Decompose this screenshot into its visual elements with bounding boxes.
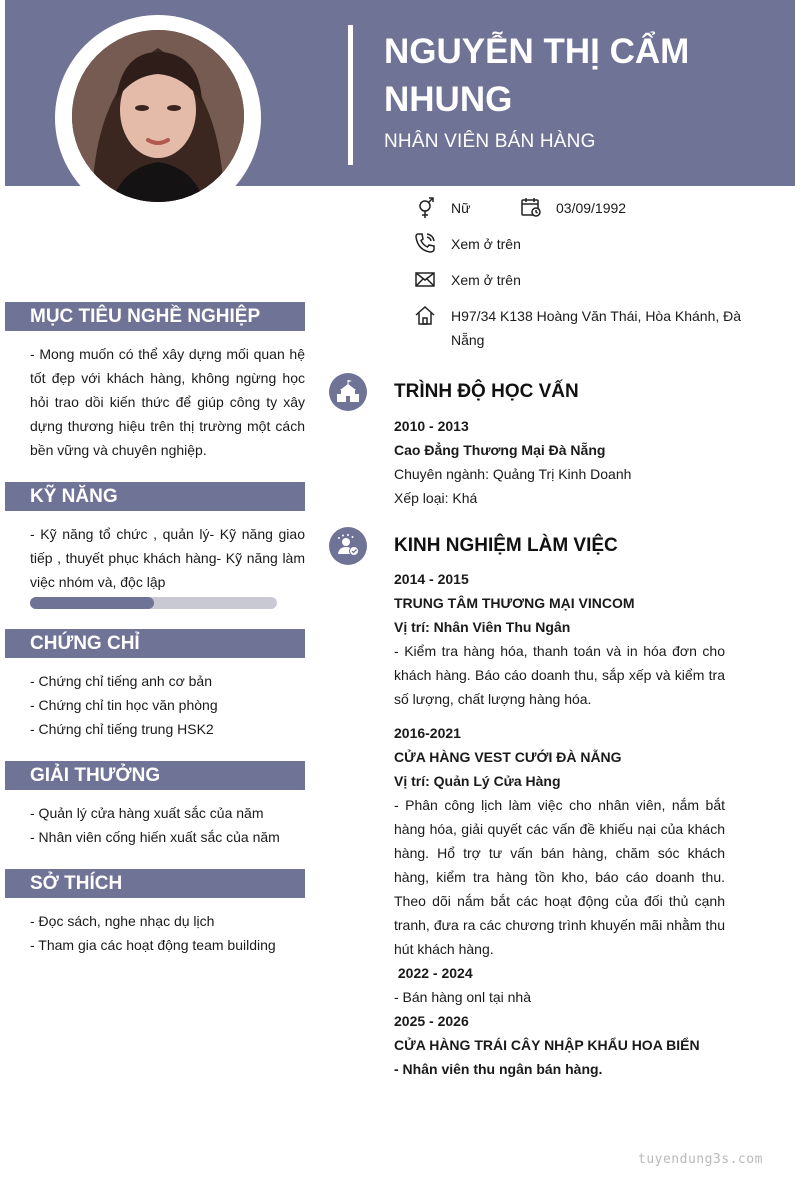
skill-level-bar <box>30 597 277 609</box>
header-divider <box>348 25 353 165</box>
job-extra-period: 2022 - 2024 <box>394 965 473 981</box>
section-skills-title: KỸ NĂNG <box>5 482 305 511</box>
hobby-item: - Đọc sách, nghe nhạc dụ lịch <box>30 913 215 929</box>
job-extra-description: - Bán hàng onl tại nhà <box>394 989 531 1005</box>
section-education-title: TRÌNH ĐỘ HỌC VẤN <box>394 381 579 402</box>
watermark: tuyendung3s.com <box>638 1152 763 1167</box>
job-description: - Kiểm tra hàng hóa, thanh toán và in hóa đơn cho khách hàng. Báo cáo doanh thu, sắp xếp và kiểm tra số lượng, chất lượng hàng hóa. <box>394 643 725 707</box>
job-item <box>394 721 725 1009</box>
job-company: TRUNG TÂM THƯƠNG MẠI VINCOM <box>394 595 635 611</box>
job-period: 2014 - 2015 <box>394 571 469 587</box>
phone-icon <box>414 232 436 254</box>
avatar <box>72 30 244 202</box>
birthdate-value: 03/09/1992 <box>556 200 627 216</box>
certificate-item: - Chứng chỉ tiếng trung HSK2 <box>30 721 214 737</box>
job-period: 2025 - 2026 <box>394 1013 469 1029</box>
job-position: Vị trí: Nhân Viên Thu Ngân <box>394 619 571 635</box>
objective-text: - Mong muốn có thể xây dựng mối quan hệ tốt đẹp với khách hàng, không ngừng học hỏi trao dồi kiến thức để giúp công ty xây dựng thương hiệu trên thị trường một cách bền vững và chuyên nghiệp. <box>30 346 305 458</box>
awards-list <box>30 801 305 849</box>
education-school: Cao Đẳng Thương Mại Đà Nẵng <box>394 442 606 458</box>
section-certificates-title: CHỨNG CHỈ <box>5 629 305 658</box>
skills-text: - Kỹ năng tổ chức , quản lý- Kỹ năng giao tiếp , thuyết phục khách hàng- Kỹ năng làm việc nhóm và, độc lập <box>30 526 305 590</box>
certificate-item: - Chứng chỉ tin học văn phòng <box>30 697 218 713</box>
job-position: - Nhân viên thu ngân bán hàng. <box>394 1061 603 1077</box>
education-period: 2010 - 2013 <box>394 418 469 434</box>
certificate-item: - Chứng chỉ tiếng anh cơ bản <box>30 673 212 689</box>
gender-value: Nữ <box>451 200 471 216</box>
gender-icon <box>414 197 436 219</box>
hobbies-list <box>30 909 305 957</box>
job-item <box>394 567 725 711</box>
job-period: 2016-2021 <box>394 725 461 741</box>
mail-icon <box>414 268 436 290</box>
school-icon <box>329 373 367 411</box>
certificates-list <box>30 669 305 741</box>
email-value: Xem ở trên <box>451 272 521 288</box>
candidate-role: NHÂN VIÊN BÁN HÀNG <box>384 131 596 152</box>
education-grade: Xếp loại: Khá <box>394 490 478 506</box>
candidate-name: NGUYỄN THỊ CẨM NHUNG <box>384 32 690 119</box>
job-description: - Phân công lịch làm việc cho nhân viên, nắm bắt hàng hóa, giải quyết các vấn đề khiếu nại của khách hàng. Hổ trợ tư vấn bán hàng, chăm sóc khách hàng, kiểm tra hàng tồn kho, báo cáo doanh thu. Theo dõi nắm bắt các hoạt động của đối thủ cạnh tranh, đưa ra các chương trình khuyến mãi nhằm thu hút khách hàng. <box>394 797 725 957</box>
award-item: - Nhân viên cống hiến xuất sắc của năm <box>30 829 280 845</box>
section-awards-title: GIẢI THƯỞNG <box>5 761 305 790</box>
section-experience-title: KINH NGHIỆM LÀM VIỆC <box>394 535 618 556</box>
hobby-item: - Tham gia các hoạt động team building <box>30 937 276 953</box>
section-hobbies-title: SỞ THÍCH <box>5 869 305 898</box>
award-item: - Quản lý cửa hàng xuất sắc của năm <box>30 805 264 821</box>
education-block <box>394 414 725 510</box>
skill-level-fill <box>30 597 154 609</box>
home-icon <box>414 304 436 326</box>
section-objective-title: MỤC TIÊU NGHỀ NGHIỆP <box>5 302 305 331</box>
job-company: CỬA HÀNG TRÁI CÂY NHẬP KHẨU HOA BIỂN <box>394 1037 700 1053</box>
job-item <box>394 1009 725 1081</box>
job-position: Vị trí: Quản Lý Cửa Hàng <box>394 773 561 789</box>
team-icon <box>329 527 367 565</box>
phone-value: Xem ở trên <box>451 236 521 252</box>
job-company: CỬA HÀNG VEST CƯỚI ĐÀ NẴNG <box>394 749 622 765</box>
education-major: Chuyên ngành: Quảng Trị Kinh Doanh <box>394 466 632 482</box>
calendar-icon <box>520 196 542 218</box>
address-value: H97/34 K138 Hoàng Văn Thái, Hòa Khánh, Đà Nẵng <box>451 308 742 348</box>
